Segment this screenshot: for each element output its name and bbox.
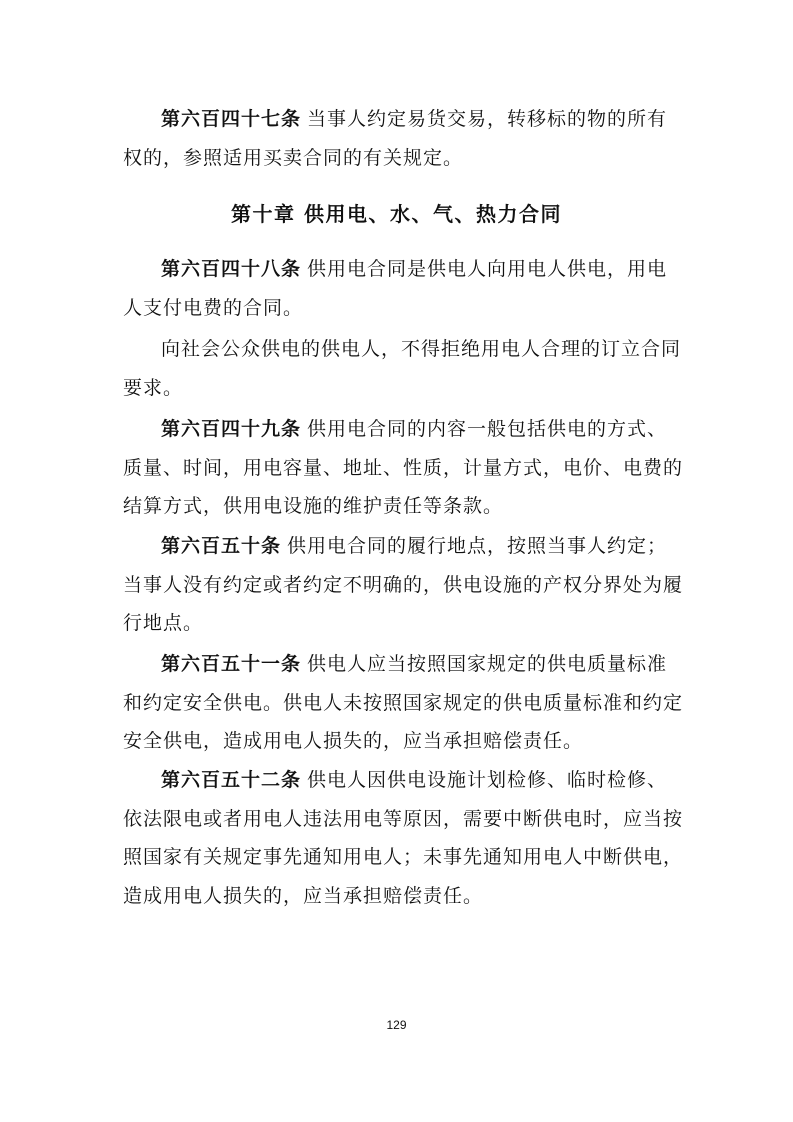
article-number: 第六百五十二条 — [161, 769, 302, 791]
article-number: 第六百四十七条 — [161, 108, 302, 130]
article-number: 第六百四十九条 — [161, 418, 302, 440]
article-648-paragraph-2 — [123, 330, 683, 407]
paragraph-text: 向社会公众供电的供电人，不得拒绝用电人合理的订立合同要求。 — [123, 338, 682, 399]
article-number: 第六百五十一条 — [161, 653, 302, 675]
article-number: 第六百五十条 — [161, 535, 282, 557]
article-number: 第六百四十八条 — [161, 258, 302, 280]
chapter-title: 第十章 供用电、水、气、热力合同 — [231, 202, 562, 226]
article-648 — [123, 250, 683, 327]
article-text: 供用电合同是供电人向用电人供电，用电人支付电费的合同。 — [123, 258, 668, 319]
article-649 — [123, 410, 683, 526]
article-text: 当事人约定易货交易，转移标的物的所有权的，参照适用买卖合同的有关规定。 — [123, 108, 668, 169]
article-651 — [123, 645, 683, 761]
article-647 — [123, 100, 683, 177]
article-text: 供电人因供电设施计划检修、临时检修、依法限电或者用电人违法用电等原因，需要中断供电时，应当按照国家有关规定事先通知用电人；未事先通知用电人中断供电，造成用电人损失的，应当承担赔偿责任。 — [123, 769, 684, 907]
article-text: 供用电合同的内容一般包括供电的方式、质量、时间，用电容量、地址、性质，计量方式，电价、电费的结算方式，供用电设施的维护责任等条款。 — [123, 418, 684, 517]
article-652 — [123, 761, 683, 915]
article-650 — [123, 527, 683, 643]
page-number: 129 — [386, 1018, 407, 1032]
article-text: 供电人应当按照国家规定的供电质量标准和约定安全供电。供电人未按照国家规定的供电质量标准和约定安全供电，造成用电人损失的，应当承担赔偿责任。 — [123, 653, 684, 752]
article-text: 供用电合同的履行地点，按照当事人约定；当事人没有约定或者约定不明确的，供电设施的产权分界处为履行地点。 — [123, 535, 684, 634]
